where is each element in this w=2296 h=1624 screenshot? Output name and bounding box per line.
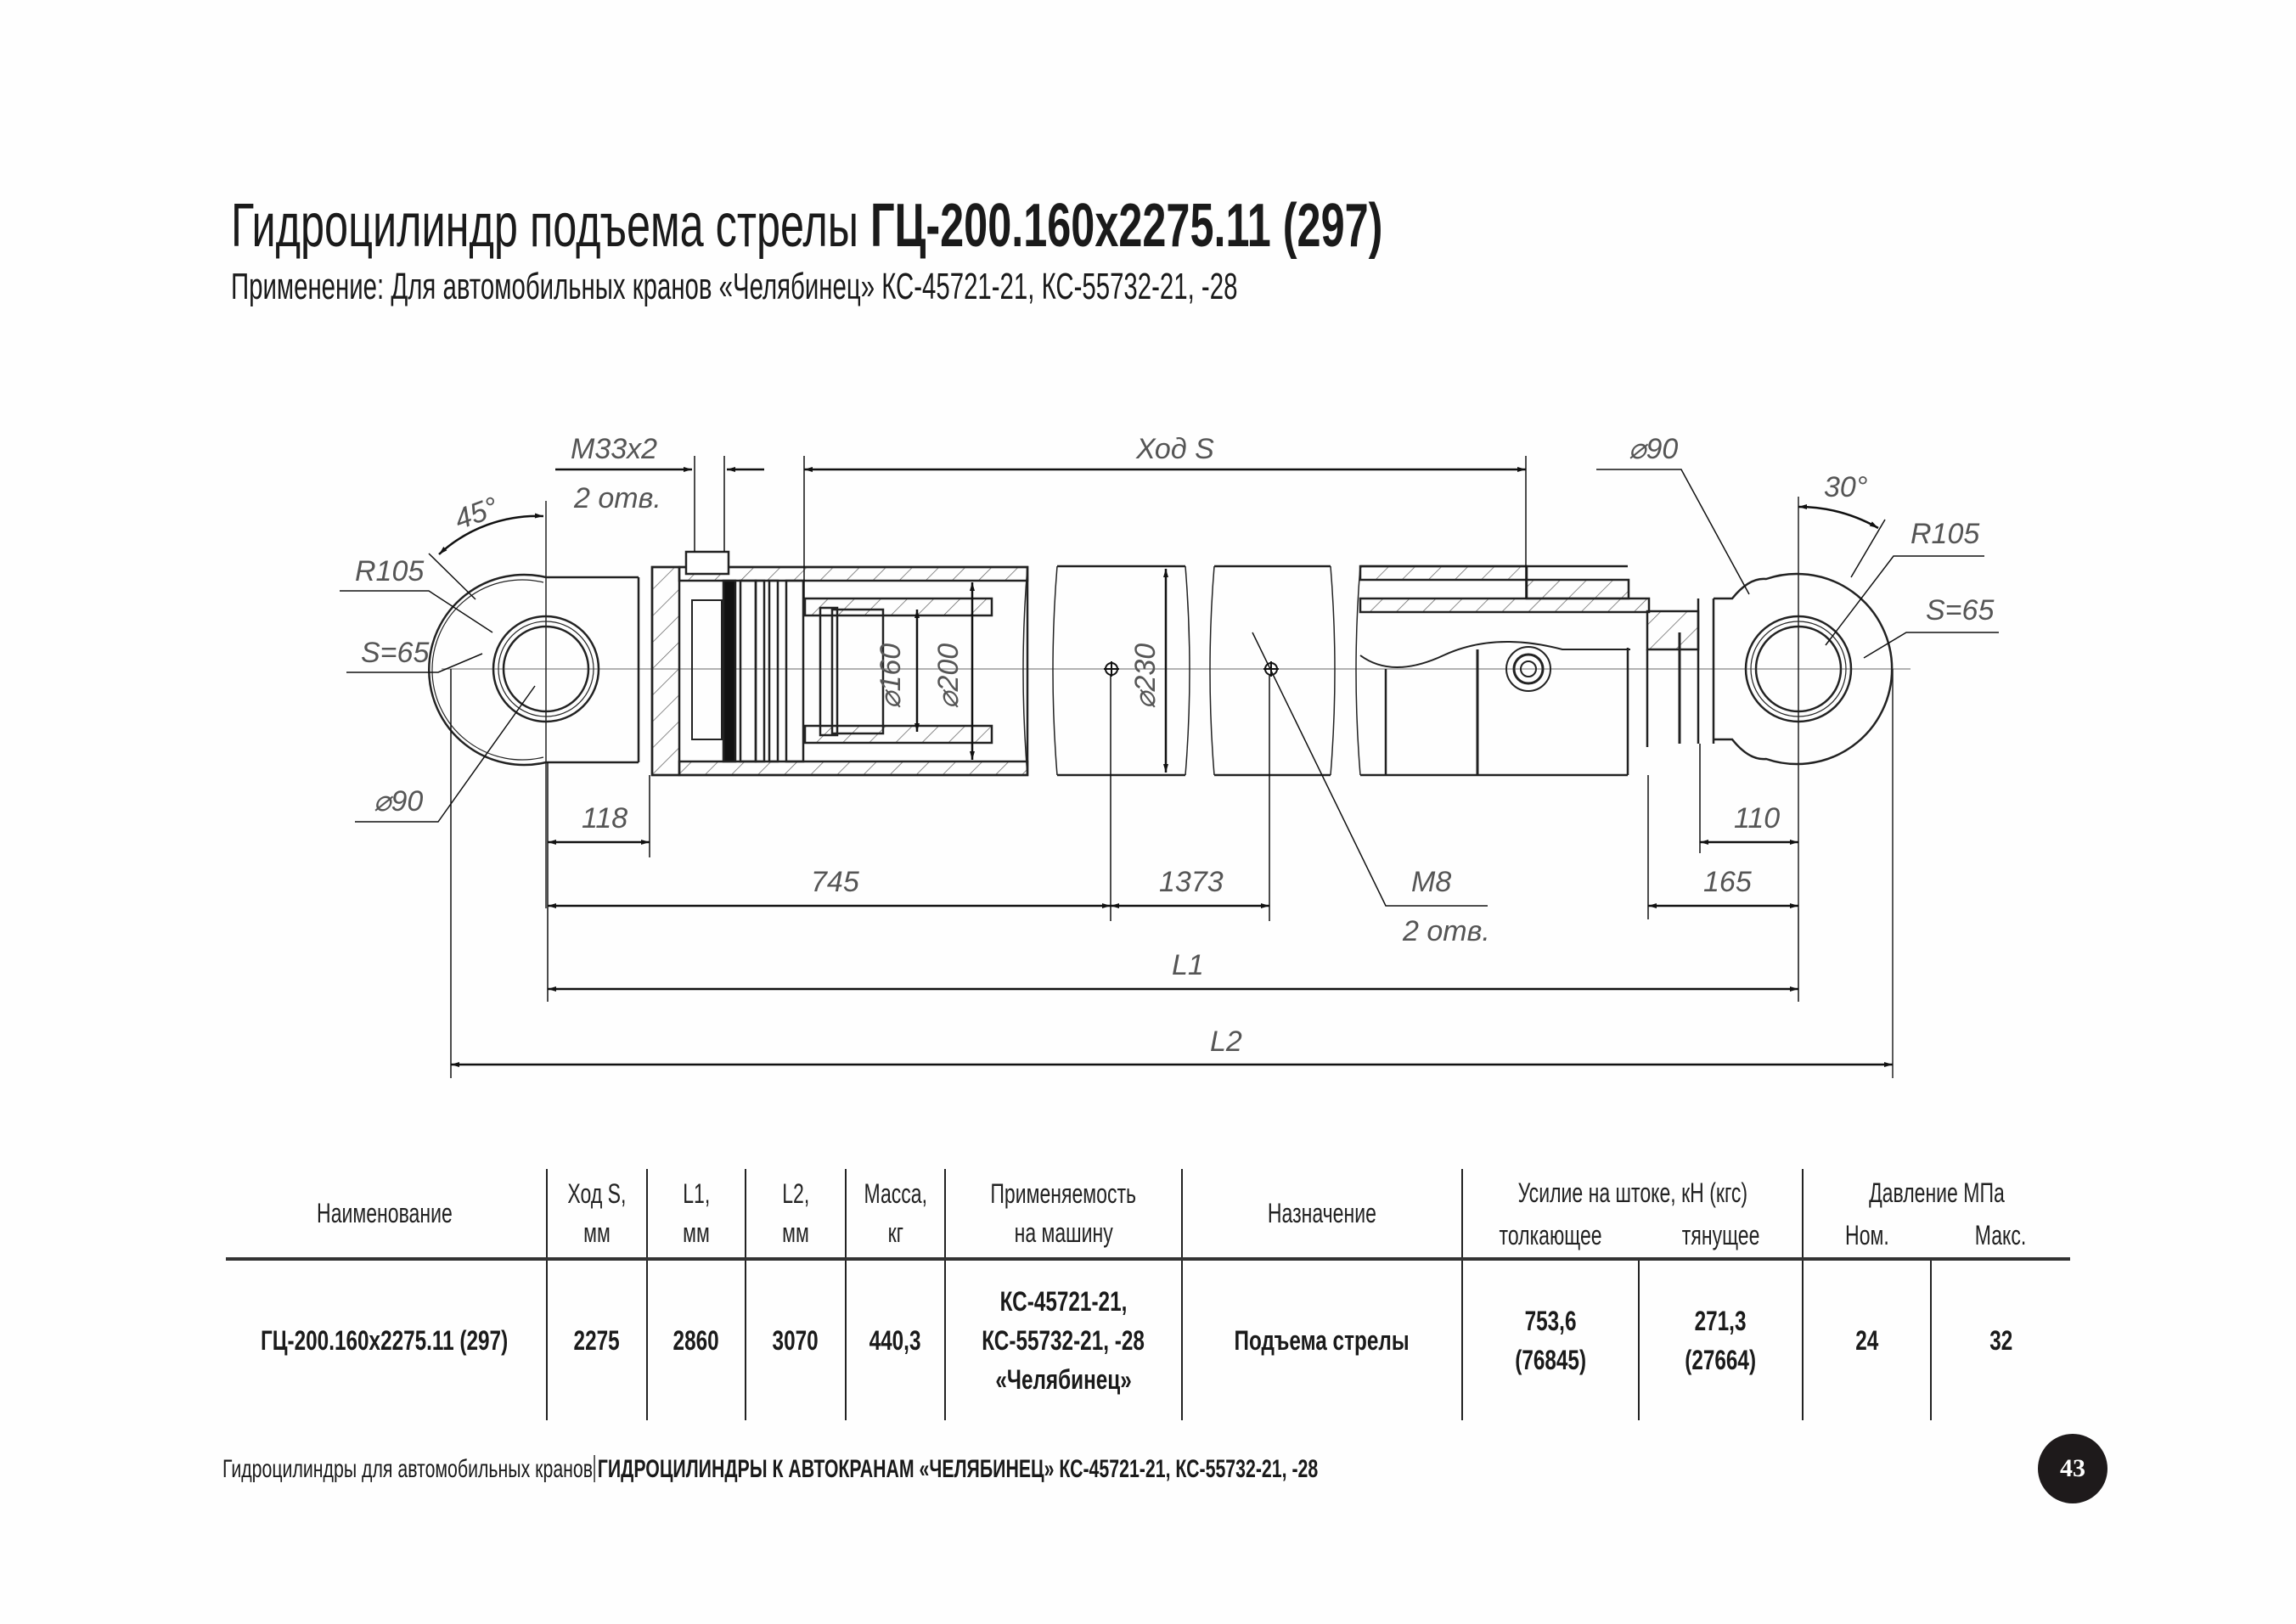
width-left-label: S=65 — [361, 637, 430, 669]
bolt-label: M8 — [1411, 866, 1452, 898]
subtitle-text: Применение: Для автомобильных кранов «Челябинец» КС-45721-21, КС-55732-21, -28 — [231, 266, 1238, 307]
header-pressure — [1804, 1169, 2070, 1217]
stroke-label: Ход S — [1136, 433, 1214, 465]
tube-segments — [1053, 566, 1360, 775]
table-row-l2 — [746, 1261, 845, 1420]
outer-dia-label: ⌀230 — [1129, 643, 1162, 709]
cell-l2: 3070 — [772, 1325, 819, 1356]
page-footer — [222, 1454, 1765, 1485]
table-row-name — [223, 1261, 546, 1420]
footer-separator — [594, 1455, 595, 1482]
cell-mass: 440,3 — [869, 1325, 921, 1356]
header-mass-line2: кг — [887, 1217, 903, 1248]
header-l1 — [648, 1169, 745, 1257]
page-number-badge: 43 — [2038, 1434, 2107, 1503]
header-name-text: Наименование — [317, 1198, 453, 1228]
dim-1373: 1373 — [1159, 866, 1224, 898]
cell-machine-line2: КС-55732-21, -28 — [982, 1325, 1145, 1356]
cell-machine-line3: «Челябинец» — [995, 1364, 1132, 1395]
pin-dia-left-label: ⌀90 — [374, 785, 424, 818]
header-force-pull — [1640, 1213, 1802, 1257]
cell-stroke: 2275 — [573, 1325, 621, 1356]
spec-table — [223, 1169, 2070, 1420]
table-row-pressure-nom — [1804, 1261, 1930, 1420]
table-row-machine — [946, 1261, 1181, 1420]
cell-force-push-kgf: (76845) — [1515, 1345, 1586, 1375]
angle-right-label: 30° — [1824, 471, 1868, 503]
table-row-force-pull — [1640, 1261, 1802, 1420]
cell-pressure-max: 32 — [1989, 1325, 2013, 1356]
header-l2 — [746, 1169, 845, 1257]
header-pressure-max-text: Макс. — [1975, 1220, 2027, 1250]
header-machine — [946, 1169, 1181, 1257]
header-pressure-max — [1932, 1213, 2070, 1257]
dimension-lines — [340, 456, 1999, 1078]
l1-label: L1 — [1172, 949, 1204, 981]
thread-holes-label: 2 отв. — [574, 482, 661, 514]
header-force — [1463, 1169, 1802, 1217]
cell-l1: 2860 — [672, 1325, 720, 1356]
table-row-force-push — [1463, 1261, 1638, 1420]
cell-purpose: Подъема стрелы — [1234, 1325, 1410, 1356]
header-stroke-line2: мм — [583, 1217, 611, 1248]
table-row-purpose — [1183, 1261, 1461, 1420]
right-eye — [1714, 497, 1893, 1078]
angle-left-label: 45° — [450, 491, 503, 537]
header-mass-line1: Масса, — [864, 1178, 927, 1209]
bore-dia-label: ⌀200 — [932, 643, 965, 709]
header-force-pull-text: тянущее — [1681, 1220, 1760, 1250]
piston-rod-dia-label: ⌀160 — [875, 643, 907, 709]
title-regular: Гидроцилиндр подъема стрелы — [231, 192, 870, 260]
header-l1-line2: мм — [683, 1217, 710, 1248]
l2-label: L2 — [1210, 1026, 1242, 1058]
header-name — [223, 1169, 546, 1257]
table-row-mass — [847, 1261, 944, 1420]
header-force-push-text: толкающее — [1499, 1220, 1602, 1250]
rod-eye-dia-label: ⌀90 — [1629, 433, 1679, 465]
dim-110: 110 — [1734, 802, 1781, 834]
header-pressure-nom-text: Ном. — [1844, 1220, 1889, 1250]
header-purpose — [1183, 1169, 1461, 1257]
table-row-pressure-max — [1932, 1261, 2070, 1420]
header-force-text: Усилие на штоке, кН (кгс) — [1517, 1177, 1747, 1208]
header-l1-line1: L1, — [682, 1178, 711, 1209]
cell-force-pull-kn: 271,3 — [1695, 1306, 1747, 1336]
right-cylinder-section — [1360, 566, 1714, 775]
header-pressure-text: Давление МПа — [1869, 1177, 2005, 1208]
footer-chapter: ГИДРОЦИЛИНДРЫ К АВТОКРАНАМ «ЧЕЛЯБИНЕЦ» КС-45721-21, КС-55732-21, -28 — [597, 1455, 1319, 1483]
dim-118: 118 — [582, 802, 628, 834]
thread-label: M33x2 — [571, 433, 658, 465]
header-l2-line2: мм — [782, 1217, 809, 1248]
header-purpose-text: Назначение — [1267, 1198, 1376, 1228]
left-eye — [429, 501, 639, 908]
title-model: ГЦ-200.160х2275.11 (297) — [869, 192, 1383, 260]
header-machine-line2: на машину — [1014, 1217, 1113, 1248]
bolt-holes-label: 2 отв. — [1403, 915, 1490, 947]
header-mass — [847, 1169, 944, 1257]
dim-745: 745 — [811, 866, 859, 898]
dimension-labels — [355, 433, 1994, 1058]
header-stroke — [548, 1169, 646, 1257]
cell-machine-line1: КС-45721-21, — [999, 1286, 1128, 1317]
header-pressure-nom — [1804, 1213, 1930, 1257]
cell-force-pull-kgf: (27664) — [1685, 1345, 1757, 1375]
header-machine-line1: Применяемость — [990, 1178, 1137, 1209]
header-force-push — [1463, 1213, 1638, 1257]
dim-165: 165 — [1703, 866, 1752, 898]
left-cylinder-section — [652, 552, 1027, 775]
cell-name: ГЦ-200.160х2275.11 (297) — [261, 1325, 509, 1356]
cell-pressure-nom: 24 — [1854, 1325, 1879, 1356]
width-right-label: S=65 — [1926, 594, 1995, 627]
table-row-l1 — [648, 1261, 745, 1420]
header-l2-line1: L2, — [781, 1178, 810, 1209]
footer-section: Гидроцилиндры для автомобильных кранов — [222, 1455, 594, 1483]
cell-force-push-kn: 753,6 — [1524, 1306, 1577, 1336]
radius-right-label: R105 — [1911, 518, 1980, 550]
header-stroke-line1: Ход S, — [567, 1178, 627, 1209]
table-row-stroke — [548, 1261, 646, 1420]
radius-left-label: R105 — [355, 555, 425, 587]
